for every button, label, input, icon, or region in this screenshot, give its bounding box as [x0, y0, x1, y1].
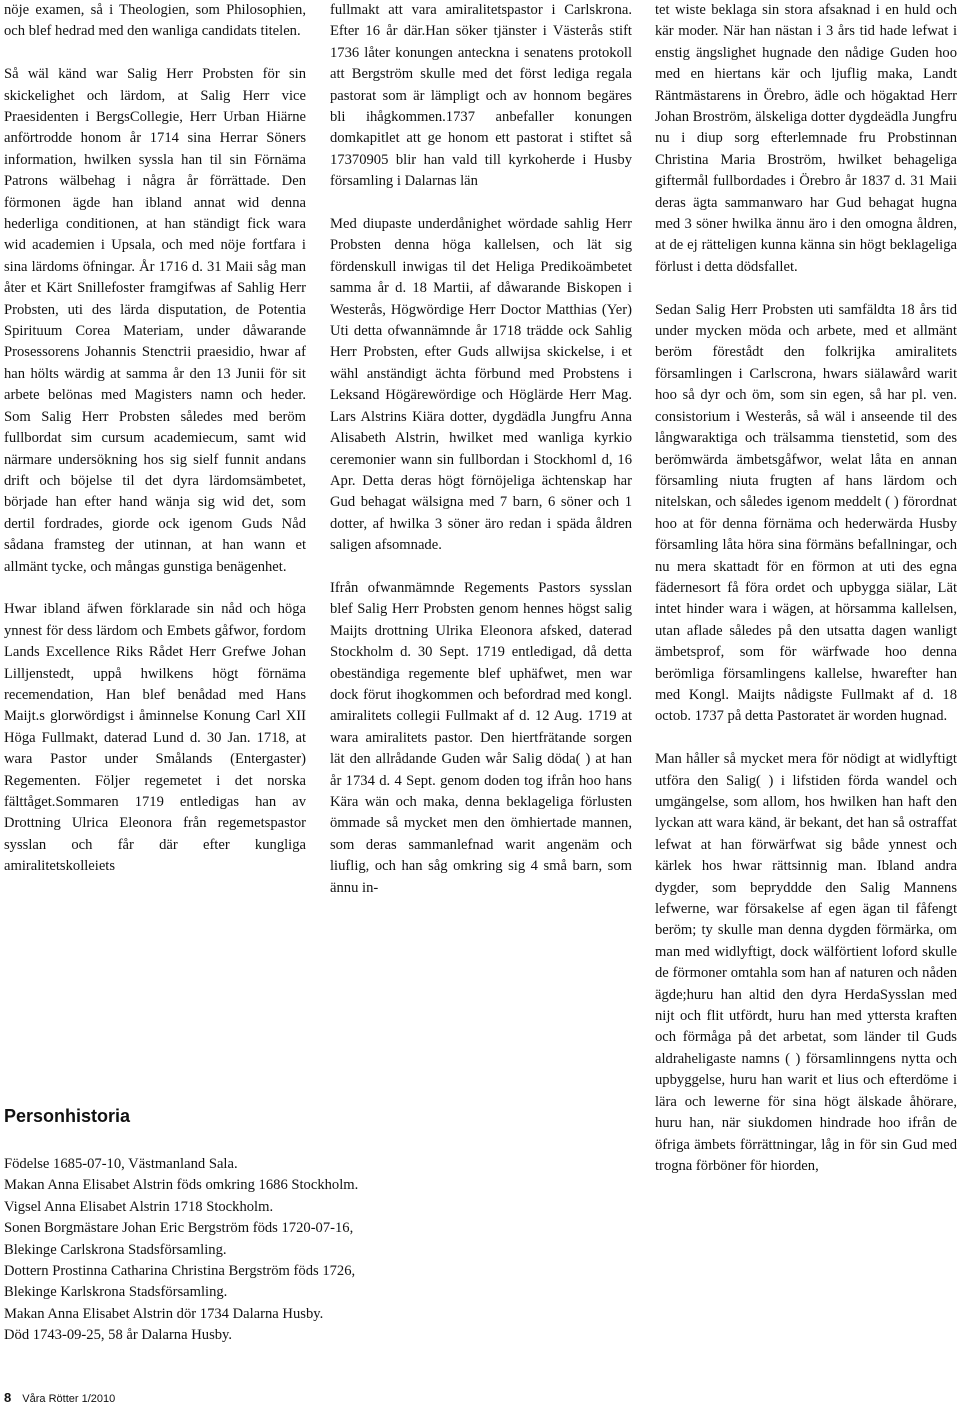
fact-line: Makan Anna Elisabet Alstrin dör 1734 Dalarna Husby. — [4, 1305, 324, 1322]
paragraph: Man håller så mycket mera för nödigt at widlyftigt utföra den Salig( ) i lifstiden förda wandel och umgängelse, som allom, hos hwilken han haft den lyckan att wara känd, är bekant, det han så ostraffat lefwat at han förwärfwat sig både ynnest och kärlek hos hwar rättsinnig man. Ibland andra dygder, som bepryddde den Salig Mannens lefwerne, war försakelse af egen ägan til fåfengt beröm; ty skulle man denna dygden förmärka, om man med widlyftigt, dock wälförtient loford skulle de förmoner omtahla som han af naturen och nåden ägde;huru han altid den dyra HerdaSysslan med nijt och flit utfördt, huru han med yttersta kraften och förmåga på det arbetat, som länder til Guds aldraheligaste namns ( ) församlinngens nytta och upbyggelse, huru han warit et lius och efterdöme i lära och lewerne för sina högt älskade åhörare, huru han, när siukdomen hindrade hoo ifrån de öfriga ämbets förrättningar, låg in för sin Gud med trogna förböner för hiorden, — [655, 751, 957, 1174]
fact-line: Vigsel Anna Elisabet Alstrin 1718 Stockholm. — [4, 1198, 274, 1215]
fact-line: Död 1743-09-25, 58 år Dalarna Husby. — [4, 1327, 233, 1344]
page-number: 8 — [4, 1390, 12, 1405]
text-column-3 — [655, 0, 957, 1199]
person-history-list — [4, 1154, 564, 1347]
paragraph: nöje examen, så i Theologien, som Philosophien, och blef hedrad med den wanliga candidats titelen. — [4, 2, 306, 40]
paragraph: Med diupaste underdånighet wördade sahlig Herr Probsten denna höga kallelsen, och lät sig fördenskull inwigas til det Heliga Predikoämbetet samma år d. 18 Martii, af dåwarande Biskopen i Westerås, Högwördige Herr Doctor Matthias (Yer) Uti detta ofwannämnde år 1718 trädde ock Sahlig Herr Probsten, efter Guds allwijsa skickelse, i et wähl anständigt ächta förbund med Probstens i Leksand Högärewördige och Höglärde Herr Mag. Lars Alstrins Kiära dotter, dygdädla Jungfru Anna Alisabeth Alstrin, hwilket med wanliga kyrkio ceremonier wann sin fullbordan i Stockhoml d, 16 Apr. Detta deras högt förnöjeliga ächtenskap har Gud behagat wälsigna med 7 barn, 6 söner och 1 dotter, af hwilka 3 söner äro redan i späda åldren saligen afsomnade. — [330, 216, 632, 554]
fact-line: Makan Anna Elisabet Alstrin föds omkring 1686 Stockholm. — [4, 1177, 359, 1194]
paragraph: Så wäl känd war Salig Herr Probsten för sin skickelighet och lärdom, at Salig Herr vice Praesidenten i BergsCollegie, Herr Urban Hiärne anförtrodde honom år 1714 sina Herrar Söners information, hwilken syssla han til sin Förnäma Patrons wälbehag i några år förrättade. Den förmonen ägde han ibland annat wid denna hederliga conditionen, at han ständigt fick wara wid academien i Upsala, och med nöje fortfara i sina lärdoms öfningar. År 1716 d. 31 Maii såg man åter et Kärt Snillefoster framgifwas af Sahlig Herr Probsten, uti des lärda disputation, de Potentia Spirituum Corea Materiam, under dåwarande Prosessorens Johannis Stenctrii praesidio, hwar af han hölts wärdig at samma år den 13 Junii för sit arbete belönas med Magisters namn och heder. Som Salig Herr Probsten således med beröm fullbordat sim cursum academiecum, samt wid närmare undersökning hos sig sielf funnit andans drift och böjelse til det dyra lärdomsämbetet, började han efter hand wänja sig wid det, som dertil fordrades, giorde ock igenom Guds Nåd sådana framsteg der utinnan, at han wann et allmänt tycke, och mångas gunstiga benägenhet. — [4, 66, 306, 575]
text-column-2 — [330, 0, 632, 920]
section-heading: Personhistoria — [4, 1106, 131, 1126]
page-footer — [4, 1390, 115, 1405]
paragraph: Hwar ibland äfwen förklarade sin nåd och höga ynnest för dess lärdom och Embets gåfwor, fordom Lands Excellence Riks Rådet Herr Grefwe Johan Lilljenstedt, uppå hwilkens högt förnäma recemendation, Han blef benådad med Hans Maijt.s glorwördigst i åminnelse Konung Carl XII Höga Fullmakt, daterad Lund d. 30 Jan. 1718, at wara Pastor under Smålands (Entergaster) Regementen. Följer regemetet i det norska fälttåget.Sommaren 1719 entledigas han av Drottning Ulrica Eleonora från regemetspastor sysslan och får där efter kungliga amiralitetskolleiets — [4, 601, 306, 875]
fact-line: Födelse 1685-07-10, Västmanland Sala. — [4, 1156, 238, 1172]
fact-line: Sonen Borgmästare Johan Eric Bergström föds 1720-07-16, — [4, 1220, 354, 1237]
publication-name: Våra Rötter 1/2010 — [22, 1393, 116, 1405]
fact-line: Blekinge Carlskrona Stadsförsamling. — [4, 1241, 227, 1258]
paragraph: fullmakt att vara amiralitetspastor i Carlskrona. Efter 16 år där.Han söker tjänster i Västerås stift 1736 låter konungen anteckna i senatens protokoll att Bergström skulle med det först lediga regala pastorat som är lämpligt och av honnom begäres bli ihågkommen.1737 anbefaller konungen domkapitlet att ge honom ett pastorat i stiftet så 17370905 blir han vald till kyrkoherde i Husby församling i Dalarnas län — [330, 2, 632, 190]
paragraph: Ifrån ofwanmämnde Regements Pastors sysslan blef Salig Herr Probsten genom hennes högst salig Maijts drottning Ulrika Eleonora afsked, daterad Stockholm d. 30 Sept. 1719 entledigad, då detta obeständiga regemente blef uphäfwet, men war dock förut ihogkommen och befordrad med kongl. amiralitets collegii Fullmakt af d. 12 Aug. 1719 at wara amiralitets pastor. Den hiertfrätande sorgen lät den allrådande Guden wår Salig döda( ) at han år 1734 d. 4 Sept. genom doden tog ifrån hoo hans Kära wän och maka, denna beklageliga förlusten ömmade så mycket men den ömhiertade mannen, som deras sammanlefnad warit angenäm och liuflig, och han såg omkring sig 4 små barn, som ännu in- — [330, 579, 632, 896]
fact-line: Blekinge Karlskrona Stadsförsamling. — [4, 1284, 228, 1301]
text-column-1 — [4, 0, 306, 899]
paragraph: Sedan Salig Herr Probsten uti samfäldta 18 års tid under mycken möda och arbete, med et allmänt beröm förestådt den folkrijka amiralitets församlingen i Carlscrona, hwars siälawård warit hoo så dyr och öm, som sin egen, så har pl. ven. consistorium i Westerås, så wäl i anseende til des långwaraktiga och trälsamma tienstetid, som des berömwärda ämbetsgåfwor, welat låta en annan församling niuta frugten af hans lärdom och nitelskan, och således igenom meddelt ( ) förordnat hoo at för denna förnäma och hederwärda Husby församling låta höra sina förmäns befallningar, och nu mera skattadt för en förmon at uti des egna fädernesort få föra ordet och upbygga siälar, Lät intet hinder wara i wägen, at hörsamma kallelsen, utan aflade således på den utsatta dagen wanligt ämbetsprof, som för wärfwade hoo denna berömliga församlingens kallelse, hwarefter han med Kongl. Maijts nådigste Fullmakt af d. 18 octob. 1737 på detta Pastoratet är worden hugnad. — [655, 301, 957, 725]
paragraph: tet wiste beklaga sin stora afsaknad i en huld och kär moder. När han nästan i 3 års tid hade lefwat i enstig ängslighet hugnade den nådige Guden hoo med en hiertans kär och ljuflig maka, Landt Räntmästarens in Örebro, ädle och högaktad Herr Johan Broström, älskeliga dotter dygdeädla Jungfru nu i diup sorg efterlemnade fru Probstinnan Christina Maria Broström, hwilket behageliga giftermål fullbordades i Örebro år 1837 d. 31 Maii deras ägta sammanwaro har Gud behagat hugna med 3 söner hwilka ännu äro i den omogna åldren, at de ej rätteligen kunna känna sin högt beklageliga förlust i detta dödsfallet. — [655, 2, 957, 275]
fact-line: Dottern Prostinna Catharina Christina Bergström föds 1726, — [4, 1263, 356, 1280]
